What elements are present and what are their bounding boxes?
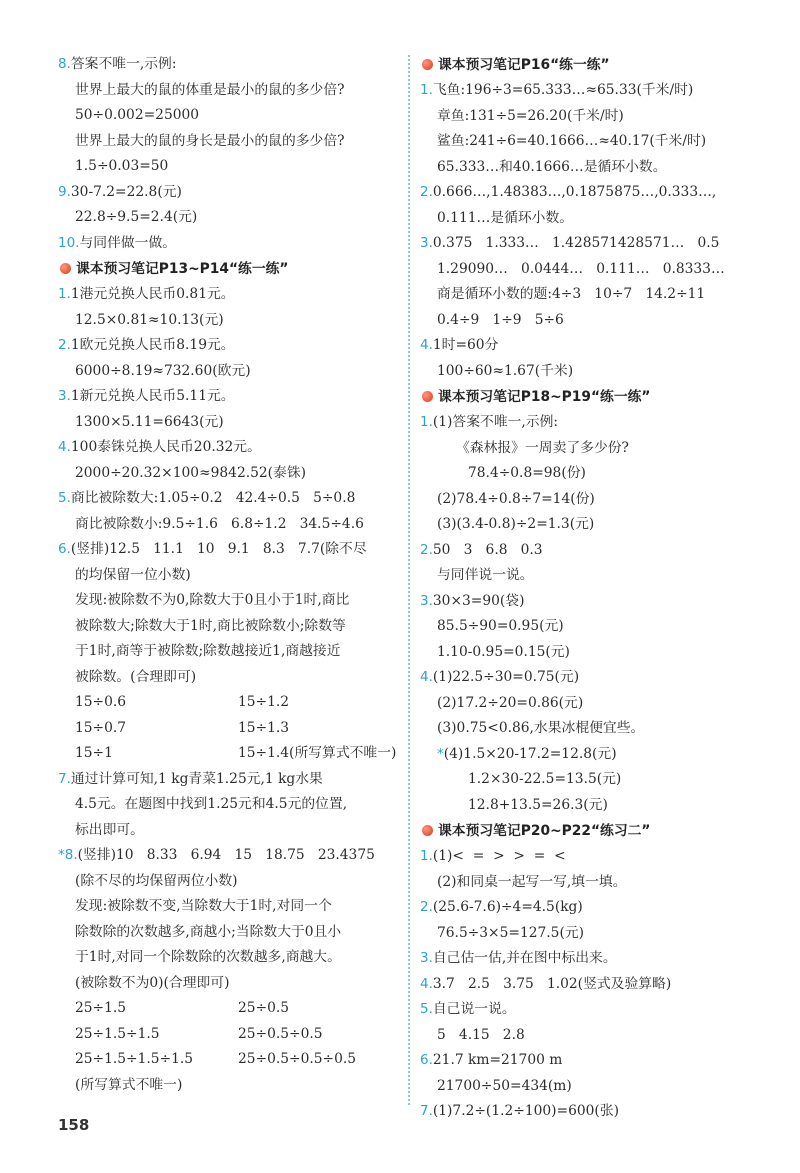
answer-text: 3.7 2.5 3.75 1.02(竖式及验算略) [432, 975, 672, 992]
answer-text: 100÷60≈1.67(千米) [437, 362, 574, 379]
answer-text: 商是循环小数的题:4÷3 10÷7 14.2÷11 [437, 286, 706, 302]
answer-line [58, 716, 408, 742]
answer-text: 发现:被除数不变,当除数大于1时,对同一个 [75, 898, 332, 914]
answer-text: (1)22.5÷30=0.75(元) [432, 669, 580, 685]
answer-text: (3)0.75<0.86,水果冰棍便宜些。 [437, 720, 645, 736]
answer-line [420, 972, 760, 998]
section-heading [420, 818, 760, 844]
answer-line [58, 792, 408, 818]
answer-text: 25÷1.5÷1.5 [75, 1025, 160, 1042]
item-number: 7. [420, 1103, 433, 1119]
answer-text: (竖排)12.5 11.1 10 9.1 8.3 7.7(除不尽 [70, 541, 367, 557]
item-number: 4. [420, 337, 433, 353]
answer-line [58, 971, 408, 997]
column-divider [408, 55, 410, 1105]
answer-line [420, 640, 760, 666]
item-number: 10. [58, 234, 80, 251]
answer-line [58, 537, 408, 563]
answer-text: (竖排)10 8.33 6.94 15 18.75 23.4375 [77, 847, 375, 863]
answer-text: 0.666…,1.48383…,0.1875875…,0.333…, [432, 184, 717, 200]
answer-text: 50 3 6.8 0.3 [432, 541, 543, 558]
answer-text-second-column: 25÷0.5 [238, 1000, 290, 1016]
answer-line [420, 844, 760, 870]
item-number: 1. [58, 286, 71, 302]
item-number: 3. [420, 235, 433, 251]
answer-line [58, 843, 408, 869]
answer-line [420, 665, 760, 691]
section-title: 课本预习笔记P13~P14“练一练” [76, 261, 289, 277]
bullet-dot-icon [422, 391, 433, 402]
answer-text: 25÷1.5÷1.5÷1.5 [75, 1051, 194, 1067]
answer-line [58, 282, 408, 308]
answer-line [58, 1073, 408, 1099]
answer-line [420, 436, 760, 462]
answer-line [58, 333, 408, 359]
answer-line [58, 665, 408, 691]
answer-text: 76.5÷3×5=127.5(元) [437, 924, 585, 941]
answer-text: 自己估一估,并在图中标出来。 [432, 950, 617, 966]
item-number: 9. [58, 183, 71, 200]
answer-text: (2)17.2÷20=0.86(元) [437, 694, 584, 711]
answer-text-second-column: 15÷1.4(所写算式不唯一) [238, 745, 397, 761]
answer-text: 22.8÷9.5=2.4(元) [75, 209, 198, 225]
answer-text: (除不尽的均保留两位小数) [75, 872, 238, 889]
answer-text: 6000÷8.19≈732.60(欧元) [75, 362, 251, 379]
bullet-dot-icon [60, 263, 71, 274]
left-column [58, 52, 408, 1098]
answer-line [420, 231, 760, 257]
answer-line [420, 487, 760, 513]
answer-line [58, 1022, 408, 1048]
item-number: 4. [420, 975, 433, 992]
item-number: 1. [420, 848, 433, 864]
answer-text: 30×3=90(袋) [432, 592, 525, 609]
answer-text: 1.29090… 0.0444… 0.111… 0.8333… [437, 260, 725, 277]
answer-line [420, 793, 760, 819]
item-number: 1. [420, 414, 433, 430]
answer-line [58, 996, 408, 1022]
item-number: 6. [420, 1052, 433, 1068]
item-number: 3. [58, 388, 71, 404]
answer-line [58, 359, 408, 385]
answer-text: 15÷0.7 [75, 719, 127, 736]
answer-text: (被除数不为0)(合理即可) [75, 974, 230, 991]
answer-text-second-column: 15÷1.2 [238, 694, 290, 710]
answer-text: 章鱼:131÷5=26.20(千米/时) [437, 107, 624, 124]
item-number: 2. [420, 899, 433, 915]
answer-text: 鲨鱼:241÷6=40.1666…≈40.17(千米/时) [437, 133, 707, 149]
answer-text: 1.2×30-22.5=13.5(元) [468, 771, 622, 787]
item-number: 7. [58, 770, 71, 787]
section-heading [420, 52, 760, 78]
answer-line [58, 512, 408, 538]
answer-line [420, 946, 760, 972]
item-number: 2. [58, 337, 71, 353]
answer-text: 通过计算可知,1 kg青菜1.25元,1 kg水果 [70, 770, 323, 787]
answer-text: 与同伴做一做。 [79, 234, 177, 251]
answer-line [58, 103, 408, 129]
answer-text: 2000÷20.32×100≈9842.52(泰铢) [75, 464, 307, 481]
page-number: 158 [58, 1116, 90, 1134]
answer-line [420, 155, 760, 181]
answer-line [58, 384, 408, 410]
answer-line [420, 180, 760, 206]
answer-line [420, 691, 760, 717]
answer-line [420, 410, 760, 436]
answer-line [420, 512, 760, 538]
answer-line [420, 333, 760, 359]
item-number: 8. [58, 56, 71, 72]
answer-text: (1)答案不唯一,示例: [432, 414, 559, 430]
answer-line [58, 486, 408, 512]
answer-text-second-column: 15÷1.3 [238, 719, 290, 736]
answer-text: 85.5÷90=0.95(元) [437, 618, 564, 634]
item-number: 4. [420, 669, 433, 685]
answer-line [420, 589, 760, 615]
right-column [420, 52, 760, 1125]
answer-text: 被除数。(合理即可) [75, 668, 197, 685]
answer-text: (3)(3.4-0.8)÷2=1.3(元) [437, 516, 595, 532]
answer-text: 于1时,对同一个除数除的次数越多,商越大。 [75, 949, 341, 965]
item-number: 5. [420, 1001, 433, 1017]
answer-line [420, 104, 760, 130]
answer-text: 50÷0.002=25000 [75, 107, 200, 123]
answer-line [58, 435, 408, 461]
answer-line [420, 1074, 760, 1100]
answer-text: 世界上最大的鼠的体重是最小的鼠的多少倍? [75, 81, 345, 98]
section-title: 课本预习笔记P20~P22“练习二” [438, 823, 651, 839]
answer-text: 与同伴说一说。 [437, 567, 534, 583]
answer-line [58, 1047, 408, 1073]
answer-text: 商比被除数大:1.05÷0.2 42.4÷0.5 5÷0.8 [70, 490, 356, 506]
answer-text: 的均保留一位小数) [75, 566, 191, 583]
answer-line [58, 894, 408, 920]
answer-line [58, 154, 408, 180]
section-heading [420, 384, 760, 410]
answer-text: 1港元兑换人民币0.81元。 [70, 286, 235, 302]
item-number: 1. [420, 82, 433, 98]
answer-line [420, 1048, 760, 1074]
answer-line [420, 716, 760, 742]
bullet-dot-icon [422, 825, 433, 836]
answer-text: 100泰铢兑换人民币20.32元。 [70, 439, 261, 455]
answer-text: (1)7.2÷(1.2÷100)=600(张) [432, 1103, 619, 1119]
answer-text: 1时=60分 [432, 337, 499, 353]
answer-line [58, 129, 408, 155]
answer-line [420, 1023, 760, 1049]
answer-text: 21.7 km=21700 m [432, 1052, 563, 1068]
answer-line [58, 818, 408, 844]
answer-text: 商比被除数小:9.5÷1.6 6.8÷1.2 34.5÷4.6 [75, 515, 364, 532]
item-number: 6. [58, 541, 71, 557]
answer-line [420, 461, 760, 487]
answer-text: 15÷0.6 [75, 694, 127, 710]
answer-line [58, 945, 408, 971]
item-number: 4. [58, 439, 71, 455]
answer-text: 0.111…是循环小数。 [437, 209, 574, 226]
answer-text: 15÷1 [75, 745, 113, 761]
answer-text: 1.10-0.95=0.15(元) [437, 643, 570, 660]
answer-text: 12.5×0.81≈10.13(元) [75, 311, 224, 328]
answer-line [58, 563, 408, 589]
answer-text: 1新元兑换人民币5.11元。 [70, 388, 235, 404]
answer-line [420, 895, 760, 921]
answer-text: 1欧元兑换人民币8.19元。 [70, 337, 235, 353]
answer-line [420, 538, 760, 564]
answer-text: 4.5元。在题图中找到1.25元和4.5元的位置, [75, 796, 348, 812]
answer-line [58, 461, 408, 487]
answer-text: 25÷1.5 [75, 1000, 127, 1016]
answer-text: 21700÷50=434(m) [437, 1077, 572, 1094]
answer-line [58, 205, 408, 231]
answer-line [420, 1099, 760, 1125]
answer-text: 于1时,商等于被除数;除数越接近1,商越接近 [75, 643, 341, 659]
answer-line [58, 639, 408, 665]
answer-line [420, 359, 760, 385]
answer-line [420, 997, 760, 1023]
answer-text: (2)78.4÷0.8÷7=14(份) [437, 490, 595, 507]
section-heading [58, 256, 408, 282]
section-title: 课本预习笔记P18~P19“练一练” [438, 389, 651, 405]
answer-line [420, 767, 760, 793]
answer-line [420, 78, 760, 104]
answer-text: 自己说一说。 [432, 1001, 516, 1017]
answer-text: 答案不唯一,示例: [70, 56, 177, 72]
answer-line [58, 308, 408, 334]
answer-line [58, 78, 408, 104]
answer-line [58, 614, 408, 640]
answer-text: 0.375 1.333… 1.428571428571… 0.5 [432, 235, 720, 251]
answer-line [58, 767, 408, 793]
answer-text: 被除数大;除数大于1时,商比被除数小;除数等 [75, 617, 346, 634]
answer-line [58, 180, 408, 206]
answer-line [420, 308, 760, 334]
answer-line [420, 282, 760, 308]
answer-text: 除数除的次数越多,商越小;当除数大于0且小 [75, 923, 342, 940]
answer-line [58, 741, 408, 767]
answer-line [58, 52, 408, 78]
answer-text: (4)1.5×20-17.2=12.8(元) [443, 745, 617, 762]
answer-text: 飞鱼:196÷3=65.333…≈65.33(千米/时) [432, 82, 694, 98]
answer-line [58, 231, 408, 257]
answer-line [58, 690, 408, 716]
answer-line [420, 742, 760, 768]
answer-text: 30-7.2=22.8(元) [70, 183, 182, 200]
answer-line [58, 920, 408, 946]
answer-line [420, 129, 760, 155]
item-number: * [437, 745, 444, 762]
answer-text: 65.333…和40.1666…是循环小数。 [437, 158, 667, 175]
section-title: 课本预习笔记P16“练一练” [438, 57, 610, 73]
answer-line [420, 614, 760, 640]
answer-line [420, 206, 760, 232]
answer-text-second-column: 25÷0.5÷0.5÷0.5 [238, 1051, 357, 1067]
item-number: *8. [58, 847, 78, 863]
answer-text: 12.8+13.5=26.3(元) [468, 796, 608, 813]
answer-text: (2)和同桌一起写一写,填一填。 [437, 873, 627, 890]
answer-text: 世界上最大的鼠的身长是最小的鼠的多少倍? [75, 132, 345, 149]
answer-line [420, 870, 760, 896]
answer-text: 1.5÷0.03=50 [75, 158, 169, 174]
answer-line [420, 563, 760, 589]
answer-line [58, 588, 408, 614]
answer-line [420, 257, 760, 283]
item-number: 5. [58, 490, 71, 506]
answer-line [420, 921, 760, 947]
answer-text: (25.6-7.6)÷4=4.5(kg) [432, 899, 583, 915]
item-number: 3. [420, 950, 433, 966]
answer-text-second-column: 25÷0.5÷0.5 [238, 1025, 323, 1042]
answer-text: 发现:被除数不为0,除数大于0且小于1时,商比 [75, 592, 350, 608]
answer-line [58, 869, 408, 895]
item-number: 2. [420, 184, 433, 200]
answer-text: (1)< = > > = < [432, 848, 566, 864]
item-number: 2. [420, 541, 433, 558]
answer-line [58, 410, 408, 436]
answer-text: 标出即可。 [75, 821, 144, 838]
answer-text: 《森林报》一周卖了多少份? [456, 439, 629, 456]
item-number: 3. [420, 592, 433, 609]
bullet-dot-icon [422, 59, 433, 70]
answer-text: 5 4.15 2.8 [437, 1026, 525, 1043]
answer-text: 78.4÷0.8=98(份) [468, 465, 586, 481]
answer-text: 1300×5.11=6643(元) [75, 413, 224, 430]
answer-text: (所写算式不唯一) [75, 1076, 183, 1093]
answer-text: 0.4÷9 1÷9 5÷6 [437, 311, 564, 328]
